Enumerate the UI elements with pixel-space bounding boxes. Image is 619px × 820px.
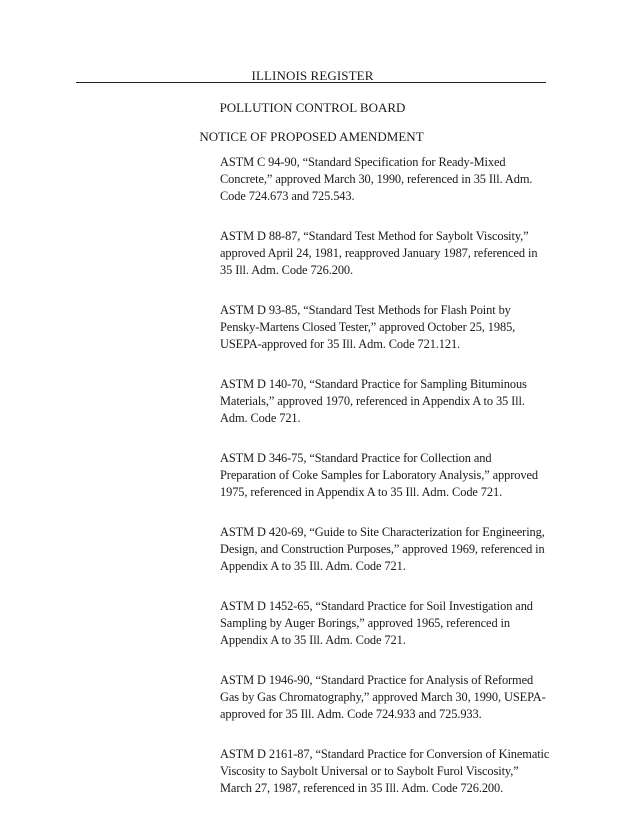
reference-entry: ASTM D 346-75, “Standard Practice for Collection and Preparation of Coke Samples for Laboratory Analysis,” approved 1975, referenced in Appendix A to 35 Ill. Adm. Code 721. xyxy=(220,451,538,499)
reference-entry: ASTM D 420-69, “Guide to Site Characterization for Engineering, Design, and Construction Purposes,” approved 1969, referenced in Appendix A to 35 Ill. Adm. Code 721. xyxy=(220,525,545,573)
reference-entry: ASTM D 2161-87, “Standard Practice for Conversion of Kinematic Viscosity to Saybolt Universal or to Saybolt Furol Viscosity,” March 27, 1987, referenced in 35 Ill. Adm. Code 726.200. xyxy=(220,747,550,795)
board-heading xyxy=(0,100,619,116)
register-title-text: ILLINOIS REGISTER xyxy=(251,68,374,83)
reference-entry: ASTM C 94-90, “Standard Specification for Ready-Mixed Concrete,” approved March 30, 1990, referenced in 35 Ill. Adm. Code 724.673 and 725.543. xyxy=(220,155,533,203)
notice-heading-text: NOTICE OF PROPOSED AMENDMENT xyxy=(199,129,424,144)
board-heading-text: POLLUTION CONTROL BOARD xyxy=(219,100,406,115)
reference-list xyxy=(220,154,550,820)
reference-entry: ASTM D 140-70, “Standard Practice for Sampling Bituminous Materials,” approved 1970, referenced in Appendix A to 35 Ill. Adm. Code 721. xyxy=(220,377,527,425)
notice-heading xyxy=(0,129,619,145)
header-rule xyxy=(76,82,546,83)
reference-entry: ASTM D 1452-65, “Standard Practice for Soil Investigation and Sampling by Auger Borings,” approved 1965, referenced in Appendix A to 35 Ill. Adm. Code 721. xyxy=(220,599,533,647)
reference-entry: ASTM D 1946-90, “Standard Practice for Analysis of Reformed Gas by Gas Chromatography,” approved March 30, 1990, USEPA-approved for 35 Ill. Adm. Code 724.933 and 725.933. xyxy=(220,673,546,721)
reference-entry: ASTM D 88-87, “Standard Test Method for Saybolt Viscosity,” approved April 24, 1981, reapproved January 1987, referenced in 35 Ill. Adm. Code 726.200. xyxy=(220,229,538,277)
reference-entry: ASTM D 93-85, “Standard Test Methods for Flash Point by Pensky-Martens Closed Tester,” approved October 25, 1985, USEPA-approved for 35 Ill. Adm. Code 721.121. xyxy=(220,303,516,351)
